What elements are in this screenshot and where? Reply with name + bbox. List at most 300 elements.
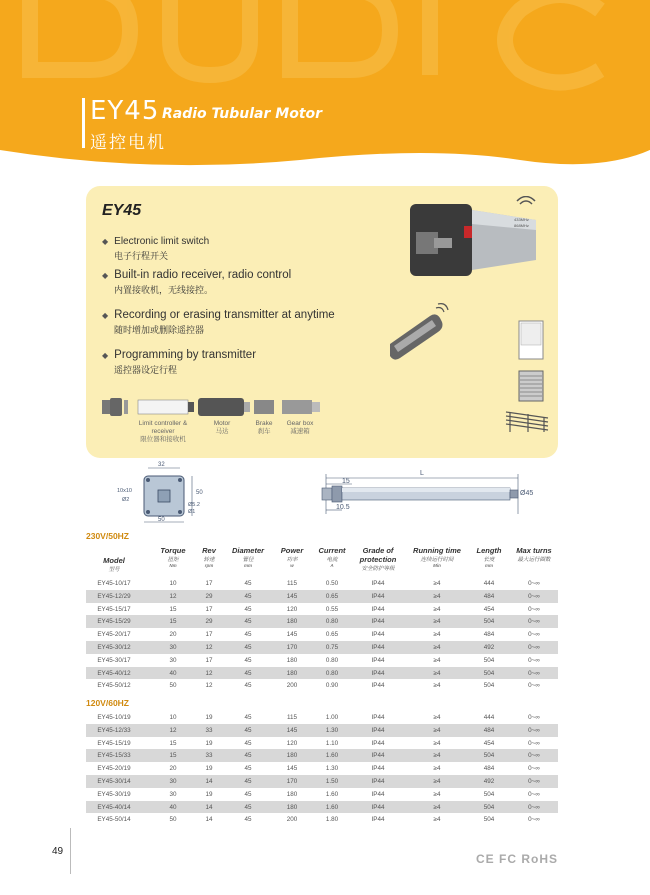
table-cell: 17: [205, 656, 213, 664]
table-cell: 0~∞: [528, 618, 540, 626]
table-cell: ≥4: [433, 656, 441, 664]
table-cell: 0~∞: [528, 777, 540, 785]
feature-text: ◆ Built-in radio receiver, radio control: [102, 269, 291, 281]
table-cell: IP44: [371, 803, 385, 811]
table-cell: 492: [483, 643, 495, 651]
table-cell: ≥4: [433, 714, 441, 721]
table-cell: 45: [244, 682, 252, 690]
column-header: [226, 546, 270, 568]
table-cell: 19: [205, 739, 213, 747]
table-row: [86, 737, 558, 750]
model-cell: EY45-15/19: [97, 739, 131, 747]
table-cell: 0.80: [325, 656, 339, 664]
column-header-unit: A: [330, 563, 334, 568]
table-cell: 504: [483, 752, 495, 760]
model-cell: EY45-40/12: [97, 669, 131, 677]
page-number: 49: [52, 846, 64, 857]
table-row: [86, 641, 558, 654]
table-cell: 45: [244, 605, 252, 613]
table-cell: IP44: [371, 669, 385, 677]
certification-marks: CE FC RoHS: [476, 852, 558, 866]
page-title: Radio Tubular Motor: [162, 106, 323, 122]
column-header-unit: w: [290, 563, 294, 568]
table-cell: 20: [169, 765, 177, 773]
table-cell: 0~∞: [528, 739, 540, 747]
table-cell: 20: [169, 631, 177, 639]
part-label-cn: 减速箱: [290, 428, 310, 435]
model-cell: EY45-30/14: [97, 777, 131, 785]
table-cell: 40: [169, 803, 177, 811]
table-cell: IP44: [371, 739, 385, 747]
rolling-shutter-image: [518, 370, 544, 407]
table-cell: ≥4: [433, 816, 441, 824]
table-cell: 0.90: [325, 682, 339, 690]
part-label-cn: 限位器和接收机: [140, 436, 186, 443]
column-header: [314, 546, 350, 568]
table-row: [86, 654, 558, 667]
table-row: [86, 724, 558, 737]
table-row: [86, 615, 558, 628]
feature-item: [102, 269, 291, 296]
table-cell: 15: [169, 752, 177, 760]
column-header-cn: 扭矩: [167, 557, 179, 563]
column-header-en: Current: [318, 546, 346, 555]
part-label-cn: 刹车: [257, 428, 271, 435]
table-cell: 45: [244, 752, 252, 760]
table-cell: 170: [286, 777, 298, 785]
table-cell: 14: [205, 816, 213, 824]
table-cell: 0~∞: [528, 682, 540, 690]
table-cell: ≥4: [433, 592, 441, 600]
table-cell: 454: [483, 605, 495, 613]
table-cell: 30: [169, 656, 177, 664]
column-header-en: Length: [476, 546, 502, 555]
table-cell: 15: [169, 618, 177, 626]
dim-shaft: 10.5: [336, 504, 350, 511]
table-cell: 484: [483, 592, 495, 600]
part-label-cn: 马达: [215, 428, 229, 435]
column-header-cn: 安全防护等级: [361, 566, 395, 572]
table-cell: 1.60: [325, 803, 339, 811]
table-cell: IP44: [371, 580, 385, 587]
table-cell: 0~∞: [528, 643, 540, 651]
roller-blind-image: [518, 320, 544, 365]
dim-top: 32: [158, 462, 165, 468]
part-label: [128, 420, 198, 444]
feature-text-cn: 遥控器设定行程: [114, 365, 178, 375]
table-cell: 0~∞: [528, 765, 540, 773]
motor-head-drawing: [406, 196, 546, 296]
table-cell: 0~∞: [528, 816, 540, 824]
dim-pin: Ø1: [188, 509, 196, 515]
head-dimension-drawing: [110, 462, 220, 533]
table-row: [86, 679, 558, 692]
feature-text: ◆ Programming by transmitter: [102, 349, 256, 361]
table-cell: 45: [244, 816, 252, 824]
model-cell: EY45-10/17: [97, 580, 131, 587]
model-cell: EY45-30/12: [97, 643, 131, 651]
table-cell: 14: [205, 803, 213, 811]
table-row: [86, 577, 558, 590]
column-header: [154, 546, 192, 568]
table-cell: 484: [483, 765, 495, 773]
feature-item: [102, 236, 209, 262]
dim-screw: Ø5.2: [188, 502, 200, 508]
feature-text-cn: 随时增加或删除遥控器: [114, 325, 205, 335]
table-cell: 115: [286, 714, 298, 721]
table-cell: 504: [483, 816, 495, 824]
table-cell: 33: [205, 752, 213, 760]
table-row: [86, 590, 558, 603]
table-cell: 1.80: [325, 816, 339, 824]
table-cell: 19: [205, 790, 213, 798]
table-cell: IP44: [371, 592, 385, 600]
table-cell: ≥4: [433, 669, 441, 677]
table-cell: 115: [286, 580, 298, 587]
column-header-en: Grade of protection: [359, 546, 397, 564]
table-cell: 45: [244, 790, 252, 798]
table-row: [86, 667, 558, 680]
part-label-en: Brake: [255, 420, 273, 427]
table-cell: ≥4: [433, 580, 441, 587]
table-cell: ≥4: [433, 752, 441, 760]
table-cell: ≥4: [433, 726, 441, 734]
voltage-label: 120V/60HZ: [86, 698, 129, 708]
table-cell: 180: [286, 752, 298, 760]
table-cell: 17: [205, 580, 213, 587]
column-header: [192, 546, 226, 568]
table-cell: ≥4: [433, 790, 441, 798]
table-cell: ≥4: [433, 618, 441, 626]
column-header-unit: mm: [243, 563, 252, 568]
model-cell: EY45-30/19: [97, 790, 131, 798]
table-cell: 504: [483, 656, 495, 664]
venetian-blind-image: [504, 408, 550, 439]
table-cell: 29: [205, 592, 213, 600]
column-header: [408, 546, 466, 568]
table-cell: 0~∞: [528, 790, 540, 798]
model-cell: EY45-15/33: [97, 752, 131, 760]
table-cell: 120: [286, 739, 298, 747]
table-cell: ≥4: [433, 643, 441, 651]
table-cell: 444: [483, 714, 495, 721]
column-header: [276, 546, 308, 568]
table-cell: 180: [286, 656, 298, 664]
table-cell: 1.30: [325, 726, 339, 734]
table-cell: IP44: [371, 752, 385, 760]
table-cell: 45: [244, 631, 252, 639]
dim-offset: 15: [342, 478, 350, 485]
spec-table-230v: [86, 577, 558, 692]
table-cell: 180: [286, 803, 298, 811]
remote-control-image: [386, 300, 452, 365]
table-cell: 0~∞: [528, 605, 540, 613]
table-cell: 0.80: [325, 669, 339, 677]
table-cell: 15: [169, 739, 177, 747]
table-cell: 0.65: [325, 631, 339, 639]
table-cell: IP44: [371, 618, 385, 626]
table-cell: 504: [483, 618, 495, 626]
column-header-unit: Nm: [169, 563, 177, 568]
table-cell: 29: [205, 618, 213, 626]
table-cell: 1.10: [325, 739, 339, 747]
table-cell: 12: [205, 682, 213, 690]
table-cell: 10: [169, 714, 177, 721]
column-header-unit: mm: [484, 563, 493, 568]
feature-item: [102, 349, 256, 376]
table-cell: 40: [169, 669, 177, 677]
motor-parts-illustration: [100, 394, 340, 444]
feature-item: [102, 309, 335, 336]
dim-diameter: Ø45: [520, 490, 534, 497]
feature-text: ◆ Recording or erasing transmitter at anytime: [102, 309, 335, 321]
table-header: [86, 546, 558, 576]
feature-text-cn: 内置接收机，无线接控。: [114, 285, 214, 295]
model-cell: EY45-20/19: [97, 765, 131, 773]
model-cell: EY45-50/12: [97, 682, 131, 690]
table-cell: 484: [483, 726, 495, 734]
table-cell: IP44: [371, 726, 385, 734]
column-header-cn: 电流: [326, 557, 338, 563]
table-cell: ≥4: [433, 739, 441, 747]
table-cell: 1.60: [325, 752, 339, 760]
table-cell: 0~∞: [528, 752, 540, 760]
table-cell: 0~∞: [528, 592, 540, 600]
column-header-cn: 功率: [286, 557, 298, 563]
table-cell: 180: [286, 669, 298, 677]
column-header: [86, 556, 142, 573]
table-cell: 10: [169, 580, 177, 587]
table-cell: 120: [286, 605, 298, 613]
table-cell: 145: [286, 765, 298, 773]
table-cell: 0~∞: [528, 726, 540, 734]
feature-text: ◆ Electronic limit switch: [102, 236, 209, 247]
table-cell: ≥4: [433, 803, 441, 811]
dim-left: 10x10: [117, 488, 132, 494]
frequency-label: 868MHz: [514, 223, 529, 228]
table-cell: 200: [286, 682, 298, 690]
table-cell: IP44: [371, 682, 385, 690]
table-row: [86, 603, 558, 616]
column-header: [470, 546, 508, 568]
table-cell: 45: [244, 777, 252, 785]
table-cell: ≥4: [433, 682, 441, 690]
spec-table-120v: [86, 711, 558, 826]
table-row: [86, 762, 558, 775]
table-cell: 45: [244, 592, 252, 600]
remote-control-drawing: [386, 300, 452, 360]
column-header: [510, 546, 558, 563]
header-background: [0, 0, 650, 180]
table-cell: 45: [244, 656, 252, 664]
table-cell: 0~∞: [528, 714, 540, 721]
column-header-en: Power: [280, 546, 304, 555]
table-cell: 15: [169, 605, 177, 613]
venetian-blind-drawing: [504, 408, 550, 434]
table-cell: 0.55: [325, 605, 339, 613]
column-header-cn: 连续运行时间: [420, 557, 454, 563]
table-cell: 33: [205, 726, 213, 734]
table-cell: IP44: [371, 790, 385, 798]
table-cell: 12: [169, 592, 177, 600]
table-cell: 200: [286, 816, 298, 824]
table-cell: IP44: [371, 765, 385, 773]
table-cell: 17: [205, 631, 213, 639]
table-cell: 145: [286, 726, 298, 734]
table-cell: 45: [244, 643, 252, 651]
table-row: [86, 775, 558, 788]
frequency-label: 433MHz: [514, 217, 529, 222]
column-header-cn: 转速: [203, 557, 215, 563]
model-cell: EY45-30/17: [97, 656, 131, 664]
page-title-cn: 遥控电机: [90, 133, 166, 152]
table-cell: 0~∞: [528, 669, 540, 677]
table-cell: 17: [205, 605, 213, 613]
column-header-cn: 管径: [242, 557, 254, 563]
part-label: [248, 420, 280, 436]
table-cell: 180: [286, 618, 298, 626]
feature-text-cn: 电子行程开关: [114, 251, 169, 261]
table-cell: 45: [244, 669, 252, 677]
table-cell: 504: [483, 790, 495, 798]
model-cell: EY45-10/19: [97, 714, 131, 721]
table-cell: 1.50: [325, 777, 339, 785]
table-row: [86, 711, 558, 724]
column-header-en: Running time: [413, 546, 461, 555]
column-header-en: Diameter: [231, 546, 265, 555]
table-cell: 0~∞: [528, 803, 540, 811]
table-cell: 484: [483, 631, 495, 639]
title-divider: [82, 98, 85, 148]
part-label-en: Gear box: [286, 420, 314, 427]
table-cell: 1.60: [325, 790, 339, 798]
table-cell: 444: [483, 580, 495, 587]
table-cell: 0~∞: [528, 580, 540, 587]
model-cell: EY45-12/29: [97, 592, 131, 600]
footer-divider: [70, 828, 71, 874]
table-cell: 492: [483, 777, 495, 785]
table-cell: 45: [244, 618, 252, 626]
feature-model-label: EY45: [102, 202, 142, 219]
table-row: [86, 801, 558, 814]
table-row: [86, 788, 558, 801]
model-cell: EY45-15/17: [97, 605, 131, 613]
page-title-model: EY45: [90, 96, 160, 126]
dim-hole: Ø2: [122, 497, 130, 503]
table-cell: 0.50: [325, 580, 339, 587]
column-header-en: Max turns: [516, 546, 552, 555]
dim-length: L: [420, 470, 424, 477]
roller-blind-drawing: [518, 320, 544, 360]
column-header-cn: 最大运行圈数: [517, 557, 551, 563]
table-cell: 30: [169, 777, 177, 785]
table-cell: 45: [244, 726, 252, 734]
table-cell: 12: [205, 669, 213, 677]
voltage-label: 230V/50HZ: [86, 531, 129, 541]
table-cell: 30: [169, 790, 177, 798]
column-header-cn: 型号: [108, 567, 120, 573]
model-cell: EY45-20/17: [97, 631, 131, 639]
model-cell: EY45-50/14: [97, 816, 131, 824]
table-row: [86, 628, 558, 641]
model-cell: EY45-40/14: [97, 803, 131, 811]
column-header-cn: 长度: [483, 557, 495, 563]
motor-parts-drawing: [100, 394, 340, 420]
table-cell: ≥4: [433, 777, 441, 785]
column-header: [352, 546, 404, 572]
table-cell: 50: [169, 816, 177, 824]
part-label-en: Motor: [213, 420, 231, 427]
table-row: [86, 749, 558, 762]
part-label: [280, 420, 320, 436]
table-cell: 504: [483, 682, 495, 690]
rolling-shutter-drawing: [518, 370, 544, 402]
table-cell: 1.30: [325, 765, 339, 773]
part-label-en: Limit controller & receiver: [138, 420, 188, 435]
table-cell: 0~∞: [528, 656, 540, 664]
part-label: [202, 420, 242, 436]
table-cell: 45: [244, 739, 252, 747]
motor-head-image: [406, 196, 546, 301]
table-cell: 19: [205, 714, 213, 721]
table-cell: IP44: [371, 643, 385, 651]
table-cell: 12: [205, 643, 213, 651]
model-cell: EY45-15/29: [97, 618, 131, 626]
table-cell: IP44: [371, 605, 385, 613]
table-cell: IP44: [371, 816, 385, 824]
table-cell: 0~∞: [528, 631, 540, 639]
table-cell: 145: [286, 631, 298, 639]
table-cell: 0.65: [325, 592, 339, 600]
tube-dimension-drawing: [312, 470, 542, 523]
table-cell: 1.00: [325, 714, 339, 721]
table-cell: 180: [286, 790, 298, 798]
table-cell: 170: [286, 643, 298, 651]
table-cell: ≥4: [433, 631, 441, 639]
table-cell: ≥4: [433, 765, 441, 773]
table-cell: 50: [169, 682, 177, 690]
column-header-en: Rev: [202, 546, 216, 555]
table-cell: 454: [483, 739, 495, 747]
head-dimension-svg: [110, 462, 220, 528]
table-cell: 30: [169, 643, 177, 651]
dim-right: 50: [196, 490, 203, 496]
column-header-unit: rpm: [204, 563, 214, 568]
table-cell: 0.75: [325, 643, 339, 651]
table-cell: 45: [244, 714, 252, 721]
table-cell: 19: [205, 765, 213, 773]
table-cell: 12: [169, 726, 177, 734]
table-cell: 145: [286, 592, 298, 600]
table-cell: IP44: [371, 777, 385, 785]
header-band: [0, 0, 650, 180]
column-header-en: Torque: [160, 546, 186, 555]
table-cell: 45: [244, 803, 252, 811]
table-cell: 45: [244, 765, 252, 773]
table-cell: IP44: [371, 714, 385, 721]
table-cell: 0.80: [325, 618, 339, 626]
model-cell: EY45-12/33: [97, 726, 131, 734]
dim-bottom: 50: [158, 517, 165, 523]
table-cell: ≥4: [433, 605, 441, 613]
table-cell: IP44: [371, 656, 385, 664]
column-header-unit: Min: [433, 563, 441, 568]
table-cell: 45: [244, 580, 252, 587]
table-row: [86, 813, 558, 826]
table-cell: 14: [205, 777, 213, 785]
table-cell: IP44: [371, 631, 385, 639]
table-cell: 504: [483, 669, 495, 677]
